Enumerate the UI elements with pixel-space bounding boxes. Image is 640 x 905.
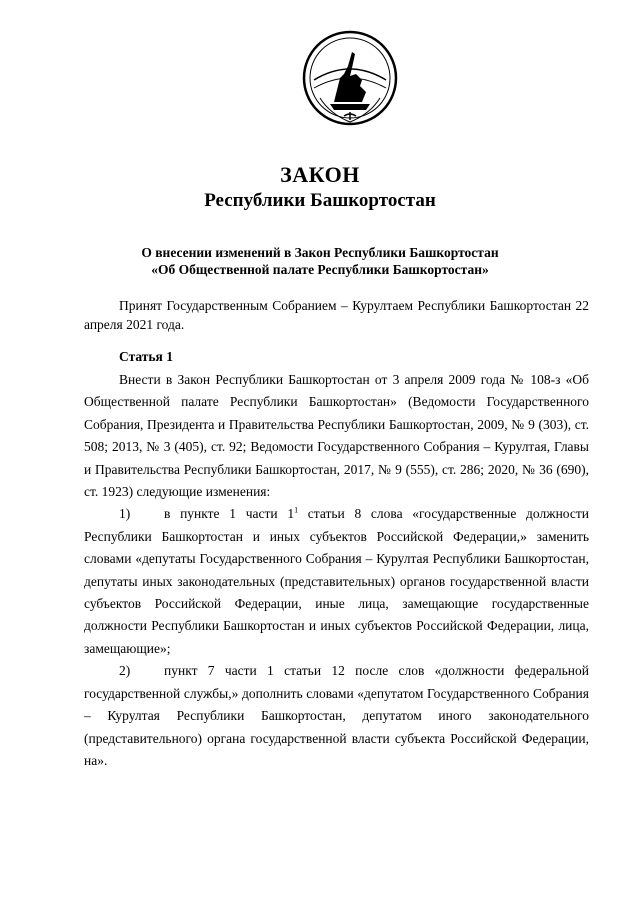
item-number: 2) — [119, 663, 131, 679]
subtitle-line-2: «Об Общественной палате Республики Башкортостан» — [151, 262, 489, 277]
amendment-item — [84, 660, 589, 772]
item-superscript: 1 — [294, 505, 299, 515]
item-text-after: статьи 8 слова «государственные должности Республики Башкортостан и иных субъектов Российской Федерации,» заменить словами «депутаты Государственного Собрания – Курултая Республики Башкортостан, депутаты иных законодательных (представительных) органов государственной власти субъектов Российской Федерации, иные лица, замещающие государственные должности Республики Башкортостан и иных субъектов Российской Федерации, лица, замещающие»; — [84, 506, 589, 656]
adoption-note — [84, 296, 589, 334]
item-number: 1) — [119, 506, 131, 522]
bashkortostan-coat-of-arms-icon — [300, 28, 400, 128]
subtitle-line-1: О внесении изменений в Закон Республики Башкортостан — [141, 245, 499, 260]
amendment-item — [84, 503, 589, 660]
item-text-before: в пункте 1 части 1 — [164, 506, 295, 522]
document-region-title: Республики Башкортостан — [204, 190, 436, 211]
item-text: пункт 7 части 1 статьи 12 после слов «должности федеральной государственной службы,» дополнить словами «депутатом Государственного Собрания – Курултая Республики Башкортостан, депутатом иного законодательного (представительного) органа государственной власти субъекта Российской Федерации, на». — [84, 663, 589, 768]
article-body — [84, 369, 589, 772]
intro-paragraph: Внести в Закон Республики Башкортостан от 3 апреля 2009 года № 108-з «Об Общественной палате Республики Башкортостан» (Ведомости Государственного Собрания, Президента и Правительства Республики Башкортостан, 2009, № 9 (303), ст. 508; 2013, № 3 (405), ст. 92; Ведомости Государственного Собрания – Курултая, Главы и Правительства Республики Башкортостан, 2017, № 9 (555), ст. 286; 2020, № 36 (690), ст. 1923) следующие изменения: — [84, 372, 589, 500]
article-heading: Статья 1 — [119, 349, 173, 364]
adoption-text: Принят Государственным Собранием – Курултаем Республики Башкортостан 22 апреля 2021 года. — [84, 298, 589, 332]
document-subtitle — [0, 244, 640, 278]
document-type-title: ЗАКОН — [280, 162, 360, 187]
